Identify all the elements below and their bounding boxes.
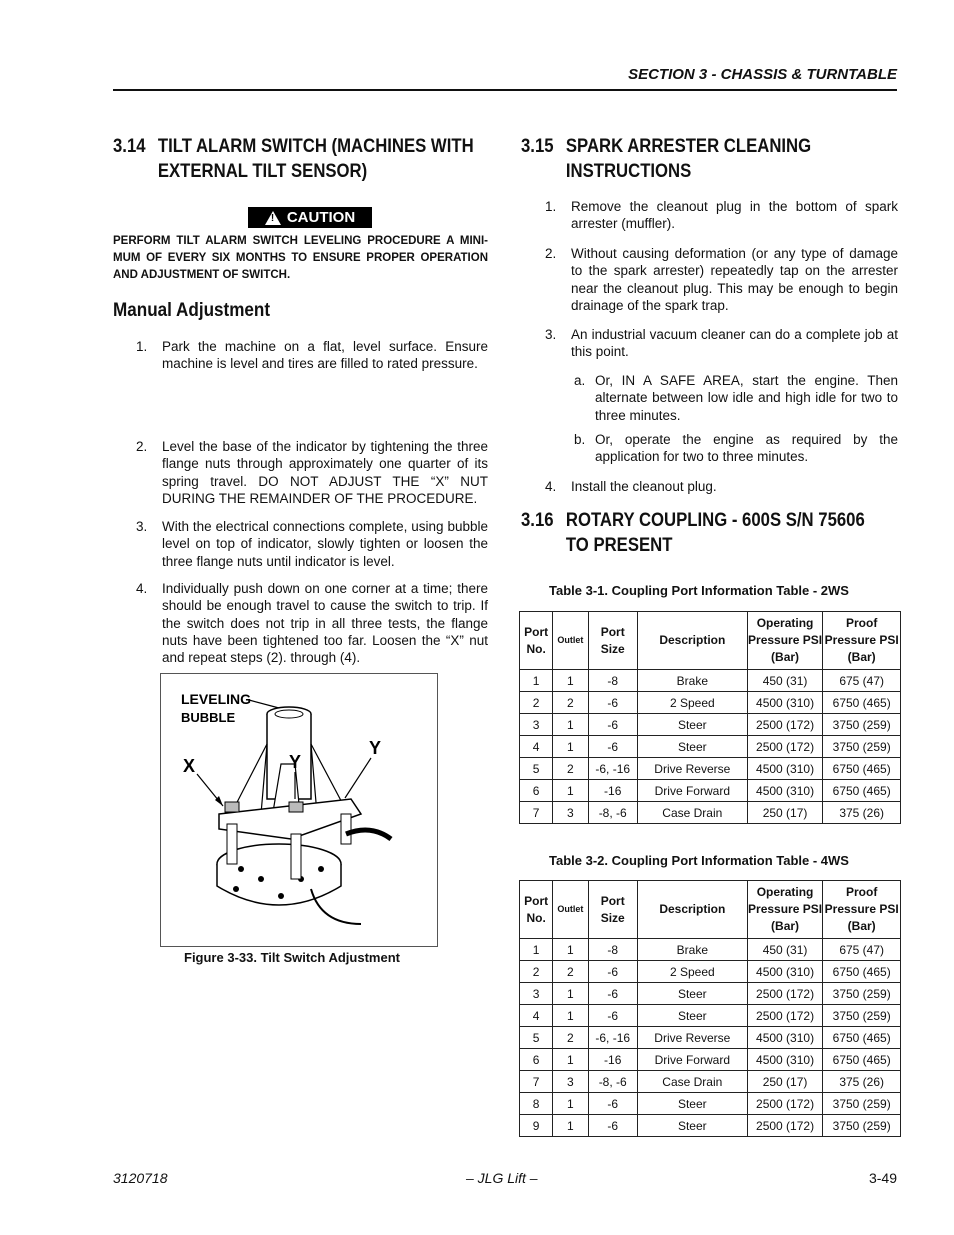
table-cell: 450 (31) [747,939,823,961]
caution-label: CAUTION [286,209,356,226]
title-line: INSTRUCTIONS [565,161,692,182]
table-cell: Steer [637,1093,747,1115]
section-3-15-title [521,134,891,184]
title-line: TILT ALARM SWITCH (MACHINES WITH [157,136,474,157]
table-cell: 6 [520,1049,553,1071]
figure-caption: Figure 3-33. Tilt Switch Adjustment [184,950,400,965]
table-cell: 2 [520,961,553,983]
item-number: 3. [136,519,148,534]
list-item [574,372,898,424]
table-cell: -6 [588,1093,637,1115]
table-cell: 2500 (172) [747,983,823,1005]
table-cell: -8, -6 [588,802,637,824]
item-text: Install the cleanout plug. [571,479,717,494]
table-cell: -6 [588,1005,637,1027]
table-row [520,1005,901,1027]
tilt-switch-illustration [161,674,437,946]
table-cell: -8, -6 [588,1071,637,1093]
col-description: Description [637,881,747,939]
footer-doc-number: 3120718 [113,1170,168,1186]
manual-adjustment-title: Manual Adjustment [113,300,271,321]
table-body [520,670,901,824]
table-cell: 2500 (172) [747,1005,823,1027]
col-outlet: Outlet [553,881,588,939]
title-line: TO PRESENT [565,535,673,556]
table-cell: -6, -16 [588,758,637,780]
table-cell: 450 (31) [747,670,823,692]
table-cell: 7 [520,1071,553,1093]
table-row [520,736,901,758]
coupling-table-2ws [519,611,901,824]
section-3-16-title [521,508,891,558]
table-cell: 6750 (465) [823,692,901,714]
table-row [520,1093,901,1115]
header-rule [113,89,897,91]
table-cell: Steer [637,1005,747,1027]
table-cell: 1 [553,1005,588,1027]
table-cell: 250 (17) [747,802,823,824]
table-row [520,1049,901,1071]
col-size: Port Size [588,612,637,670]
table-cell: -6 [588,736,637,758]
tilt-switch-figure [160,673,438,947]
table-cell: -6 [588,692,637,714]
col-port: Port No. [520,612,553,670]
section-header: SECTION 3 - CHASSIS & TURNTABLE [628,66,897,83]
table-row [520,692,901,714]
table-cell: 2500 (172) [747,1093,823,1115]
col-size: Port Size [588,881,637,939]
item-number: 3. [545,327,557,342]
table-cell: -6 [588,714,637,736]
table-cell: 250 (17) [747,1071,823,1093]
title-line: ROTARY COUPLING - 600S S/N 75606 [565,510,865,531]
table-cell: 2 [553,692,588,714]
table-cell: 1 [553,714,588,736]
table-cell: Steer [637,983,747,1005]
table-cell: 375 (26) [823,1071,901,1093]
table-cell: 1 [553,983,588,1005]
table-cell: 2500 (172) [747,1115,823,1137]
table-cell: -8 [588,670,637,692]
item-number: 2. [545,246,557,261]
table-cell: 2 [520,692,553,714]
table-body [520,939,901,1137]
list-item [545,478,898,495]
table-cell: Steer [637,714,747,736]
table-cell: 6750 (465) [823,758,901,780]
col-outlet: Outlet [553,612,588,670]
warning-icon: ! [265,211,281,225]
table-cell: -16 [588,780,637,802]
table-cell: 2 Speed [637,692,747,714]
table-cell: 2 Speed [637,961,747,983]
table-cell: 1 [553,736,588,758]
caution-text: PERFORM TILT ALARM SWITCH LEVELING PROCEDURE A MINI-MUM OF EVERY SIX MONTHS TO ENSURE PROPER OPERATION AND ADJUSTMENT OF SWITCH. [113,235,488,281]
col-proof: Proof Pressure PSI (Bar) [823,612,901,670]
item-text: Park the machine on a flat, level surface. Ensure machine is level and tires are filled to rated pressure. [162,339,488,372]
item-text: An industrial vacuum cleaner can do a complete job at this point. [571,327,898,360]
col-description: Description [637,612,747,670]
table-cell: 1 [520,670,553,692]
table-row [520,961,901,983]
table-cell: Drive Reverse [637,1027,747,1049]
item-number: 4. [545,479,557,494]
table-cell: 1 [553,670,588,692]
table-cell: 3750 (259) [823,1005,901,1027]
table-cell: 3 [520,714,553,736]
table-cell: 4 [520,736,553,758]
item-number: 1. [136,339,148,354]
table-row [520,983,901,1005]
item-text: Or, operate the engine as required by the application for two to three minutes. [595,432,898,465]
table-row [520,670,901,692]
table-cell: 675 (47) [823,939,901,961]
col-proof: Proof Pressure PSI (Bar) [823,881,901,939]
table-row [520,939,901,961]
table-cell: 3 [520,983,553,1005]
table-row [520,1027,901,1049]
coupling-table-4ws [519,880,901,1137]
table-cell: Case Drain [637,802,747,824]
table-row [520,714,901,736]
table-1-caption: Table 3-1. Coupling Port Information Table - 2WS [549,583,849,598]
table-cell: 3750 (259) [823,1093,901,1115]
table-cell: Steer [637,736,747,758]
list-item [136,438,488,507]
label-leveling: LEVELING [181,691,252,707]
table-cell: 4500 (310) [747,961,823,983]
list-item [136,338,488,373]
list-item [545,198,898,233]
table-cell: 6750 (465) [823,1049,901,1071]
table-row [520,802,901,824]
table-cell: 3750 (259) [823,714,901,736]
table-cell: 1 [553,1049,588,1071]
table-cell: -6, -16 [588,1027,637,1049]
col-port: Port No. [520,881,553,939]
table-cell: 1 [553,1115,588,1137]
table-cell: 1 [553,1093,588,1115]
table-cell: 1 [520,939,553,961]
title-line: EXTERNAL TILT SENSOR) [157,161,368,182]
title-line: SPARK ARRESTER CLEANING [565,136,812,157]
table-cell: 3750 (259) [823,1115,901,1137]
section-3-14-title [113,134,491,184]
label-y-left: Y [289,752,302,772]
item-text: Individually push down on one corner at a time; there should be enough travel to cause the switch to trip. If the switch does not trip in all three tests, the flange nuts have been tightened too far. Loosen the “X” nut and repeat steps (2). through (4). [162,581,488,666]
table-cell: Drive Reverse [637,758,747,780]
table-row [520,1071,901,1093]
item-text: Without causing deformation (or any type of damage to the spark arrester) repeatedly tap on the arrester near the cleanout plug. This may be enough to begin drainage of the spark trap. [571,246,898,313]
table-row [520,758,901,780]
table-cell: 3 [553,802,588,824]
table-cell: -6 [588,1115,637,1137]
item-text: Remove the cleanout plug in the bottom of spark arrester (muffler). [571,199,898,232]
table-cell: -16 [588,1049,637,1071]
list-item [574,431,898,466]
table-cell: 375 (26) [823,802,901,824]
list-item [136,518,488,570]
footer-brand: – JLG Lift – [466,1170,538,1186]
label-x: X [183,756,196,776]
list-item [545,245,898,314]
table-cell: 4 [520,1005,553,1027]
list-item [545,326,898,361]
item-letter: a. [574,373,586,388]
section-number: 3.16 [521,510,554,531]
table-cell: 4500 (310) [747,1027,823,1049]
table-cell: -8 [588,939,637,961]
table-cell: 3 [553,1071,588,1093]
table-cell: 1 [553,780,588,802]
table-cell: 9 [520,1115,553,1137]
table-row [520,1115,901,1137]
table-cell: 675 (47) [823,670,901,692]
table-cell: 1 [553,939,588,961]
table-cell: 7 [520,802,553,824]
item-text: Level the base of the indicator by tightening the three flange nuts through approximately one quarter of its spring travel. DO NOT ADJUST THE “X” NUT DURING THE REMAINDER OF THE PROCEDURE. [162,439,488,506]
table-cell: -6 [588,961,637,983]
table-2-caption: Table 3-2. Coupling Port Information Table - 4WS [549,853,849,868]
table-cell: 3750 (259) [823,983,901,1005]
table-cell: 2 [553,961,588,983]
table-cell: Drive Forward [637,780,747,802]
label-bubble: BUBBLE [181,710,236,725]
table-row [520,780,901,802]
table-cell: 5 [520,758,553,780]
section-number: 3.14 [113,136,146,157]
table-cell: Drive Forward [637,1049,747,1071]
table-cell: 4500 (310) [747,780,823,802]
table-cell: Brake [637,939,747,961]
table-cell: 4500 (310) [747,692,823,714]
table-cell: 5 [520,1027,553,1049]
table-cell: Brake [637,670,747,692]
table-cell: 4500 (310) [747,1049,823,1071]
footer-page-number: 3-49 [868,1170,897,1186]
table-cell: 6750 (465) [823,961,901,983]
list-item [136,580,488,666]
table-cell: 2500 (172) [747,736,823,758]
col-operating: Operating Pressure PSI (Bar) [747,881,823,939]
table-cell: Steer [637,1115,747,1137]
item-number: 1. [545,199,557,214]
table-cell: 3750 (259) [823,736,901,758]
item-text: Or, IN A SAFE AREA, start the engine. Then alternate between low idle and high idle for two to three minutes. [595,373,898,423]
item-number: 4. [136,581,148,596]
col-operating: Operating Pressure PSI (Bar) [747,612,823,670]
table-cell: 2 [553,1027,588,1049]
table-cell: 6750 (465) [823,1027,901,1049]
table-cell: Case Drain [637,1071,747,1093]
table-cell: 2 [553,758,588,780]
table-cell: 8 [520,1093,553,1115]
caution-banner [248,207,372,228]
table-cell: 6750 (465) [823,780,901,802]
table-cell: 6 [520,780,553,802]
table-cell: 2500 (172) [747,714,823,736]
item-number: 2. [136,439,148,454]
item-letter: b. [574,432,586,447]
section-number: 3.15 [521,136,554,157]
label-y-right: Y [369,738,382,758]
item-text: With the electrical connections complete, using bubble level on top of indicator, slowly tighten or loosen the three flange nuts until indicator is level. [162,519,488,569]
table-cell: 4500 (310) [747,758,823,780]
table-cell: -6 [588,983,637,1005]
